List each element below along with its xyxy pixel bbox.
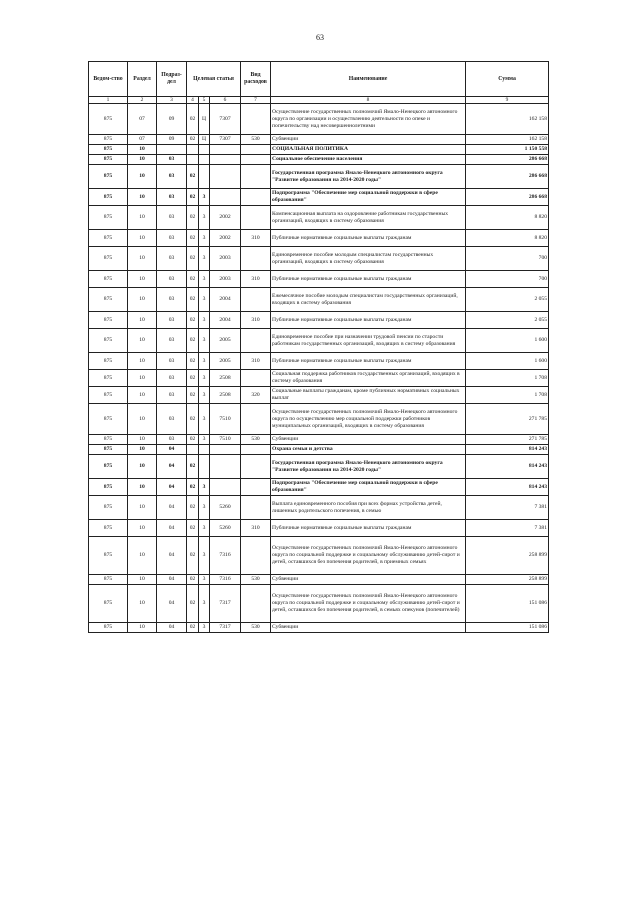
table-row [89, 189, 549, 206]
expense-type-cell [241, 455, 271, 479]
subprogram-code-cell: 3 [199, 520, 210, 537]
subprogram-code-cell: 3 [199, 329, 210, 353]
name-cell: Субвенции [271, 575, 466, 585]
article-code-cell: 2002 [210, 206, 241, 230]
amount-cell: 8 820 [466, 206, 549, 230]
department-cell: 875 [89, 155, 128, 165]
subsection-cell: 03 [157, 435, 187, 445]
amount-cell: 2 055 [466, 288, 549, 312]
subsection-cell: 04 [157, 479, 187, 496]
department-cell: 875 [89, 145, 128, 155]
column-number: 9 [466, 97, 549, 104]
table-row [89, 329, 549, 353]
amount-cell: 700 [466, 247, 549, 271]
name-cell: Публичные нормативные социальные выплаты гражданам [271, 230, 466, 247]
header-expense-type: Вид расходов [241, 62, 271, 97]
section-cell: 10 [128, 445, 157, 455]
subsection-cell: 03 [157, 387, 187, 404]
name-cell: Социальная поддержка работников государственных организаций, входящих в систему образования [271, 370, 466, 387]
table-row [89, 353, 549, 370]
section-cell: 10 [128, 230, 157, 247]
article-code-cell: 2508 [210, 387, 241, 404]
subprogram-code-cell: 3 [199, 288, 210, 312]
subsection-cell: 03 [157, 329, 187, 353]
column-number: 8 [271, 97, 466, 104]
subprogram-code-cell [199, 155, 210, 165]
program-code-cell: 02 [187, 135, 199, 145]
expense-type-cell [241, 288, 271, 312]
article-code-cell: 2002 [210, 230, 241, 247]
department-cell: 875 [89, 496, 128, 520]
department-cell: 875 [89, 353, 128, 370]
table-row [89, 404, 549, 435]
expense-type-cell: 310 [241, 353, 271, 370]
section-cell: 10 [128, 575, 157, 585]
subsection-cell: 04 [157, 623, 187, 633]
section-cell: 10 [128, 370, 157, 387]
program-code-cell: 02 [187, 312, 199, 329]
table-row [89, 247, 549, 271]
section-cell: 10 [128, 435, 157, 445]
department-cell: 875 [89, 271, 128, 288]
subsection-cell: 09 [157, 135, 187, 145]
department-cell: 875 [89, 455, 128, 479]
subprogram-code-cell: 3 [199, 312, 210, 329]
expense-type-cell: 530 [241, 135, 271, 145]
program-code-cell: 02 [187, 404, 199, 435]
expense-type-cell [241, 104, 271, 135]
article-code-cell: 5260 [210, 496, 241, 520]
subprogram-code-cell: 3 [199, 353, 210, 370]
amount-cell: 700 [466, 271, 549, 288]
table-row [89, 230, 549, 247]
subprogram-code-cell: 3 [199, 479, 210, 496]
name-cell: СОЦИАЛЬНАЯ ПОЛИТИКА [271, 145, 466, 155]
section-cell: 10 [128, 496, 157, 520]
department-cell: 875 [89, 104, 128, 135]
header-subsection: Подраз-дел [157, 62, 187, 97]
expense-type-cell [241, 445, 271, 455]
amount-cell: 151 086 [466, 585, 549, 623]
header-target-article: Целевая статья [187, 62, 241, 97]
column-number: 7 [241, 97, 271, 104]
subsection-cell: 03 [157, 312, 187, 329]
expense-type-cell [241, 189, 271, 206]
subsection-cell: 09 [157, 104, 187, 135]
name-cell: Осуществление государственных полномочий Ямало-Ненецкого автономного округа по социальной поддержке и социальному обслуживанию детей-сирот и детей, оставшихся без попечения родителей, в приемных семьях [271, 537, 466, 575]
table-row [89, 155, 549, 165]
department-cell: 875 [89, 623, 128, 633]
amount-cell: 258 899 [466, 575, 549, 585]
amount-cell: 258 899 [466, 537, 549, 575]
table-row [89, 312, 549, 329]
subsection-cell: 03 [157, 353, 187, 370]
table-row [89, 206, 549, 230]
subprogram-code-cell: 3 [199, 189, 210, 206]
article-code-cell [210, 189, 241, 206]
column-number: 4 [187, 97, 199, 104]
subsection-cell [157, 145, 187, 155]
name-cell: Субвенции [271, 135, 466, 145]
program-code-cell: 02 [187, 329, 199, 353]
expense-type-cell: 310 [241, 271, 271, 288]
table-row [89, 370, 549, 387]
article-code-cell: 7307 [210, 135, 241, 145]
expense-type-cell [241, 479, 271, 496]
program-code-cell: 02 [187, 370, 199, 387]
column-number: 1 [89, 97, 128, 104]
subprogram-code-cell: Ц [199, 104, 210, 135]
article-code-cell [210, 145, 241, 155]
article-code-cell [210, 155, 241, 165]
department-cell: 875 [89, 247, 128, 271]
program-code-cell: 02 [187, 479, 199, 496]
subprogram-code-cell: 3 [199, 206, 210, 230]
name-cell: Публичные нормативные социальные выплаты гражданам [271, 520, 466, 537]
subprogram-code-cell: 3 [199, 247, 210, 271]
department-cell: 875 [89, 370, 128, 387]
article-code-cell [210, 455, 241, 479]
subprogram-code-cell: 3 [199, 623, 210, 633]
table-row [89, 445, 549, 455]
amount-cell: 1 600 [466, 329, 549, 353]
subprogram-code-cell: 3 [199, 575, 210, 585]
expense-type-cell [241, 585, 271, 623]
subsection-cell: 04 [157, 537, 187, 575]
table-row [89, 575, 549, 585]
name-cell: Публичные нормативные социальные выплаты гражданам [271, 271, 466, 288]
program-code-cell: 02 [187, 271, 199, 288]
subprogram-code-cell [199, 455, 210, 479]
table-row [89, 288, 549, 312]
header-row [89, 62, 549, 97]
department-cell: 875 [89, 165, 128, 189]
subsection-cell: 03 [157, 370, 187, 387]
program-code-cell: 02 [187, 585, 199, 623]
section-cell: 10 [128, 155, 157, 165]
section-cell: 10 [128, 189, 157, 206]
section-cell: 10 [128, 479, 157, 496]
expense-type-cell [241, 329, 271, 353]
article-code-cell: 7317 [210, 585, 241, 623]
header-amount: Сумма [466, 62, 549, 97]
program-code-cell: 02 [187, 189, 199, 206]
name-cell: Осуществление государственных полномочий Ямало-Ненецкого автономного округа по социальной поддержке и социальному обслуживанию детей-сирот и детей, оставшихся без попечения родителей, в семьях опекунов (попечителей) [271, 585, 466, 623]
name-cell: Охрана семьи и детства [271, 445, 466, 455]
name-cell: Выплата единовременного пособия при всех формах устройства детей, лишенных родительского попечения, в семью [271, 496, 466, 520]
section-cell: 10 [128, 271, 157, 288]
program-code-cell: 02 [187, 288, 199, 312]
department-cell: 875 [89, 230, 128, 247]
program-code-cell: 02 [187, 206, 199, 230]
department-cell: 875 [89, 404, 128, 435]
program-code-cell: 02 [187, 623, 199, 633]
expense-type-cell: 320 [241, 387, 271, 404]
article-code-cell: 7317 [210, 623, 241, 633]
name-cell: Единовременное пособие при назначении трудовой пенсии по старости работникам государственных организаций, входящих в систему образования [271, 329, 466, 353]
department-cell: 875 [89, 445, 128, 455]
program-code-cell [187, 155, 199, 165]
table-row [89, 623, 549, 633]
table-row [89, 387, 549, 404]
section-cell: 10 [128, 585, 157, 623]
expense-type-cell [241, 404, 271, 435]
expense-type-cell [241, 145, 271, 155]
article-code-cell: 2003 [210, 247, 241, 271]
section-cell: 07 [128, 104, 157, 135]
header-department: Ведом-ство [89, 62, 128, 97]
department-cell: 875 [89, 537, 128, 575]
expense-type-cell [241, 206, 271, 230]
amount-cell: 1 600 [466, 353, 549, 370]
department-cell: 875 [89, 206, 128, 230]
subprogram-code-cell: 3 [199, 496, 210, 520]
article-code-cell: 2004 [210, 312, 241, 329]
table-row [89, 165, 549, 189]
name-cell: Государственная программа Ямало-Ненецкого автономного округа "Развитие образования на 2014-2020 годы" [271, 165, 466, 189]
table-row [89, 271, 549, 288]
article-code-cell [210, 479, 241, 496]
program-code-cell: 02 [187, 230, 199, 247]
header-section: Раздел [128, 62, 157, 97]
subsection-cell: 04 [157, 445, 187, 455]
subsection-cell: 03 [157, 271, 187, 288]
subsection-cell: 03 [157, 206, 187, 230]
subsection-cell: 04 [157, 585, 187, 623]
subsection-cell: 04 [157, 455, 187, 479]
name-cell: Социальные выплаты гражданам, кроме публичных нормативных социальных выплат [271, 387, 466, 404]
section-cell: 10 [128, 353, 157, 370]
subprogram-code-cell: 3 [199, 537, 210, 575]
section-cell: 10 [128, 455, 157, 479]
name-cell: Субвенции [271, 435, 466, 445]
program-code-cell [187, 145, 199, 155]
article-code-cell: 2005 [210, 329, 241, 353]
amount-cell: 1 708 [466, 370, 549, 387]
article-code-cell [210, 445, 241, 455]
subprogram-code-cell: Ц [199, 135, 210, 145]
section-cell: 10 [128, 288, 157, 312]
subprogram-code-cell: 3 [199, 230, 210, 247]
amount-cell: 7 381 [466, 496, 549, 520]
name-cell: Осуществление государственных полномочий Ямало-Ненецкого автономного округа по осуществлению мер социальной поддержки работников муниципальных организаций, входящих в систему образования [271, 404, 466, 435]
subprogram-code-cell: 3 [199, 435, 210, 445]
name-cell: Подпрограмма "Обеспечение мер социальной поддержки в сфере образования" [271, 479, 466, 496]
amount-cell: 7 381 [466, 520, 549, 537]
subprogram-code-cell: 3 [199, 585, 210, 623]
amount-cell: 814 243 [466, 445, 549, 455]
department-cell: 875 [89, 288, 128, 312]
section-cell: 10 [128, 145, 157, 155]
expense-type-cell: 310 [241, 520, 271, 537]
section-cell: 10 [128, 520, 157, 537]
section-cell: 10 [128, 623, 157, 633]
subsection-cell: 03 [157, 189, 187, 206]
amount-cell: 2 055 [466, 312, 549, 329]
subsection-cell: 04 [157, 575, 187, 585]
column-number: 6 [210, 97, 241, 104]
program-code-cell: 02 [187, 455, 199, 479]
subsection-cell: 03 [157, 247, 187, 271]
name-cell: Субвенции [271, 623, 466, 633]
article-code-cell: 2005 [210, 353, 241, 370]
subprogram-code-cell [199, 445, 210, 455]
amount-cell: 271 785 [466, 435, 549, 445]
subsection-cell: 03 [157, 230, 187, 247]
table-row [89, 435, 549, 445]
expense-type-cell [241, 247, 271, 271]
article-code-cell: 7316 [210, 537, 241, 575]
amount-cell: 814 243 [466, 479, 549, 496]
subprogram-code-cell: 3 [199, 370, 210, 387]
article-code-cell: 2508 [210, 370, 241, 387]
article-code-cell [210, 165, 241, 189]
column-number: 5 [199, 97, 210, 104]
section-cell: 10 [128, 165, 157, 189]
table-row [89, 104, 549, 135]
amount-cell: 1 150 558 [466, 145, 549, 155]
program-code-cell: 02 [187, 520, 199, 537]
section-cell: 10 [128, 312, 157, 329]
expense-type-cell [241, 155, 271, 165]
section-cell: 07 [128, 135, 157, 145]
article-code-cell: 2003 [210, 271, 241, 288]
article-code-cell: 7307 [210, 104, 241, 135]
expense-type-cell: 530 [241, 575, 271, 585]
article-code-cell: 5260 [210, 520, 241, 537]
amount-cell: 162 158 [466, 104, 549, 135]
table-row [89, 135, 549, 145]
subsection-cell: 03 [157, 155, 187, 165]
table-row [89, 520, 549, 537]
table-row [89, 479, 549, 496]
subsection-cell: 04 [157, 496, 187, 520]
name-cell: Публичные нормативные социальные выплаты гражданам [271, 353, 466, 370]
program-code-cell: 02 [187, 353, 199, 370]
article-code-cell: 7510 [210, 404, 241, 435]
program-code-cell: 02 [187, 537, 199, 575]
name-cell: Подпрограмма "Обеспечение мер социальной поддержки в сфере образования" [271, 189, 466, 206]
section-cell: 10 [128, 387, 157, 404]
program-code-cell: 02 [187, 247, 199, 271]
page-number: 63 [316, 33, 324, 42]
subprogram-code-cell: 3 [199, 271, 210, 288]
section-cell: 10 [128, 247, 157, 271]
article-code-cell: 7510 [210, 435, 241, 445]
table-row [89, 496, 549, 520]
amount-cell: 1 708 [466, 387, 549, 404]
department-cell: 875 [89, 520, 128, 537]
table-row [89, 537, 549, 575]
expense-type-cell: 310 [241, 312, 271, 329]
amount-cell: 151 086 [466, 623, 549, 633]
subsection-cell: 03 [157, 288, 187, 312]
table-row [89, 585, 549, 623]
department-cell: 875 [89, 435, 128, 445]
amount-cell: 286 668 [466, 155, 549, 165]
department-cell: 875 [89, 585, 128, 623]
expense-type-cell [241, 370, 271, 387]
expense-type-cell [241, 496, 271, 520]
column-number-row [89, 97, 549, 104]
department-cell: 875 [89, 135, 128, 145]
name-cell: Компенсационная выплата на оздоровление работникам государственных организаций, входящих в систему образования [271, 206, 466, 230]
subprogram-code-cell: 3 [199, 387, 210, 404]
section-cell: 10 [128, 404, 157, 435]
program-code-cell: 02 [187, 104, 199, 135]
amount-cell: 8 820 [466, 230, 549, 247]
amount-cell: 271 785 [466, 404, 549, 435]
article-code-cell: 2004 [210, 288, 241, 312]
expense-type-cell: 310 [241, 230, 271, 247]
name-cell: Социальное обеспечение населения [271, 155, 466, 165]
department-cell: 875 [89, 189, 128, 206]
department-cell: 875 [89, 575, 128, 585]
amount-cell: 286 668 [466, 189, 549, 206]
column-number: 3 [157, 97, 187, 104]
column-number: 2 [128, 97, 157, 104]
department-cell: 875 [89, 329, 128, 353]
name-cell: Осуществление государственных полномочий Ямало-Ненецкого автономного округа по организации и осуществлению деятельности по опеке и попечительству над несовершеннолетними [271, 104, 466, 135]
subsection-cell: 03 [157, 165, 187, 189]
department-cell: 875 [89, 479, 128, 496]
expense-type-cell: 530 [241, 623, 271, 633]
expense-type-cell [241, 537, 271, 575]
name-cell: Публичные нормативные социальные выплаты гражданам [271, 312, 466, 329]
name-cell: Единовременное пособие молодым специалистам государственных организаций, входящих в систему образования [271, 247, 466, 271]
expense-type-cell: 530 [241, 435, 271, 445]
name-cell: Ежемесячное пособие молодым специалистам государственных организаций, входящих в систему образования [271, 288, 466, 312]
amount-cell: 814 243 [466, 455, 549, 479]
department-cell: 875 [89, 312, 128, 329]
article-code-cell: 7316 [210, 575, 241, 585]
program-code-cell: 02 [187, 435, 199, 445]
table-row [89, 455, 549, 479]
program-code-cell: 02 [187, 387, 199, 404]
subprogram-code-cell [199, 145, 210, 155]
name-cell: Государственная программа Ямало-Ненецкого автономного округа "Развитие образования на 2014-2020 годы" [271, 455, 466, 479]
table-row [89, 145, 549, 155]
program-code-cell: 02 [187, 496, 199, 520]
program-code-cell [187, 445, 199, 455]
budget-table [88, 61, 549, 633]
program-code-cell: 02 [187, 165, 199, 189]
amount-cell: 162 158 [466, 135, 549, 145]
section-cell: 10 [128, 537, 157, 575]
program-code-cell: 02 [187, 575, 199, 585]
subsection-cell: 03 [157, 404, 187, 435]
subprogram-code-cell: 3 [199, 404, 210, 435]
subprogram-code-cell [199, 165, 210, 189]
header-name: Наименование [271, 62, 466, 97]
department-cell: 875 [89, 387, 128, 404]
section-cell: 10 [128, 329, 157, 353]
expense-type-cell [241, 165, 271, 189]
section-cell: 10 [128, 206, 157, 230]
subsection-cell: 04 [157, 520, 187, 537]
amount-cell: 286 668 [466, 165, 549, 189]
